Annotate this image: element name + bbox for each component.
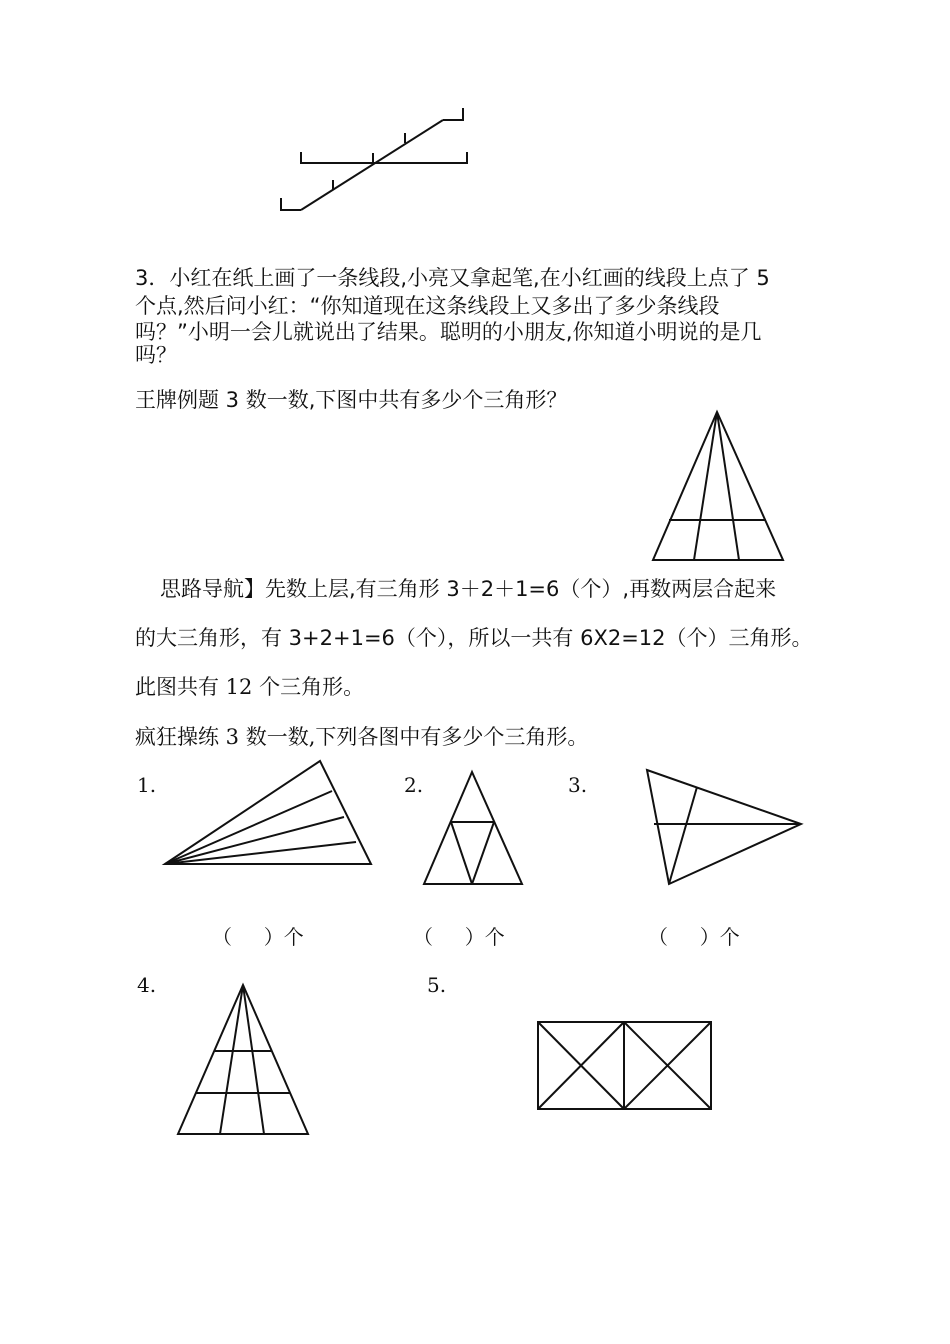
- answer-blank-1[interactable]: （ ）个: [212, 925, 304, 949]
- item-number: 3.: [568, 773, 588, 797]
- outer-triangle: [165, 761, 371, 864]
- outer-triangle: [178, 985, 308, 1134]
- diagonal-segment: [301, 120, 443, 210]
- practice3-title: 疯狂操练 3 数一数,下列各图中有多少个三角形。: [135, 725, 589, 749]
- figure-5-squares: [530, 1015, 720, 1115]
- outer-triangle: [653, 412, 783, 560]
- figure-4-layered-triangle: [170, 978, 320, 1143]
- outer-triangle: [424, 772, 522, 884]
- figure-1-fan-triangle: [155, 752, 385, 877]
- cevian-line: [669, 787, 697, 884]
- problem3-line1: 3．小红在纸上画了一条线段,小亮又拿起笔,在小红画的线段上点了 5: [135, 266, 770, 290]
- problem3-line4: 吗？: [135, 343, 177, 367]
- figure-3-triangle: [638, 762, 808, 892]
- solution-line2: 的大三角形，有 3+2+1=6（个），所以一共有 6X2=12（个）三角形。: [135, 626, 813, 650]
- item-number: 2.: [404, 773, 424, 797]
- outer-triangle: [647, 770, 801, 884]
- item-number: 4.: [137, 973, 157, 997]
- answer-blank-2[interactable]: （ ）个: [413, 925, 505, 949]
- answer-blank-3[interactable]: （ ）个: [648, 925, 740, 949]
- problem3-line3: 吗？”小明一会儿就说出了结果。聪明的小朋友,你知道小明说的是几: [135, 320, 762, 344]
- solution-line3: 此图共有 12 个三角形。: [135, 675, 365, 699]
- inner-line: [220, 985, 243, 1134]
- example-triangle-figure: [640, 400, 800, 570]
- example3-title: 王牌例题 3 数一数,下图中共有多少个三角形？: [135, 388, 568, 412]
- solution-line1: 思路导航】先数上层,有三角形 3＋2＋1=6（个）,再数两层合起来: [160, 577, 777, 601]
- segment-figure: [270, 100, 480, 220]
- inner-line: [717, 412, 739, 560]
- problem3-line2: 个点,然后问小红：“你知道现在这条线段上又多出了多少条线段: [135, 294, 720, 318]
- bracket-bottom-left: [281, 198, 301, 210]
- inner-line: [694, 412, 717, 560]
- item-number: 1.: [137, 773, 157, 797]
- item-number: 5.: [427, 973, 447, 997]
- figure-2-nested-triangle: [415, 762, 535, 892]
- inner-line: [472, 822, 494, 884]
- bracket-top-right: [443, 108, 463, 120]
- inner-line: [451, 822, 472, 884]
